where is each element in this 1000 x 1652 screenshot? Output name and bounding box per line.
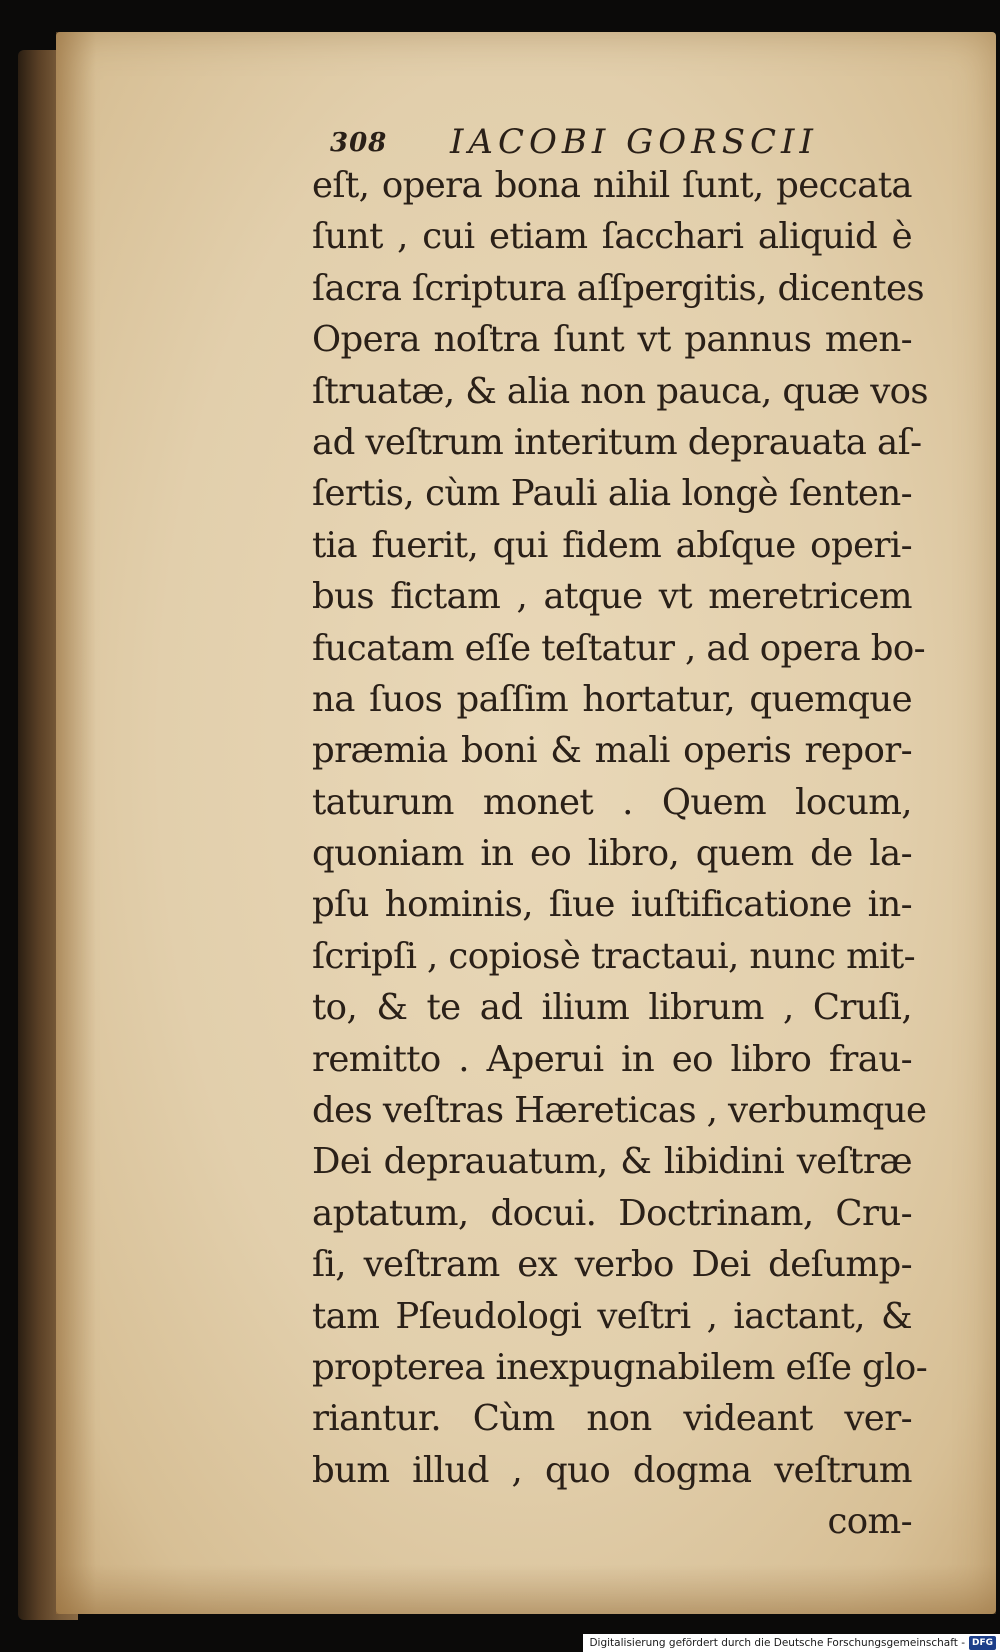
running-head: IACOBI GORSCII xyxy=(450,122,818,162)
text-line: Opera noſtra ſunt vt pannus men- xyxy=(312,319,912,361)
catchword: com- xyxy=(827,1501,912,1543)
text-line: riantur. Cùm non videant ver- xyxy=(312,1398,912,1440)
credit-text: Digitalisierung gefördert durch die Deutsche Forschungsgemeinschaft - xyxy=(589,1637,965,1649)
text-line: ſtruatæ, & alia non pauca, quæ vos xyxy=(312,370,929,412)
text-line: propterea inexpugnabilem eſſe glo- xyxy=(312,1346,928,1388)
text-line: fucatam eſſe teſtatur , ad opera bo- xyxy=(312,627,925,669)
text-line: ſcripſi , copiosè tractaui, nunc mit- xyxy=(312,935,915,977)
text-line: ad veſtrum interitum deprauata aſ- xyxy=(312,421,922,463)
text-line: ſacra ſcriptura aſſpergitis, dicentes xyxy=(312,267,924,309)
text-line: aptatum, docui. Doctrinam, Cru- xyxy=(312,1192,912,1234)
text-line: ſi, veſtram ex verbo Dei deſump- xyxy=(312,1244,912,1286)
text-line: taturum monet . Quem locum, xyxy=(312,781,912,823)
text-line: na ſuos paſſim hortatur, quemque xyxy=(312,678,912,720)
text-line: bus fictam , atque vt meretricem xyxy=(312,576,912,618)
text-line: quoniam in eo libro, quem de la- xyxy=(312,833,912,875)
digitization-credit xyxy=(583,1634,1000,1652)
dfg-logo-icon: DFG xyxy=(969,1636,996,1650)
text-line: tam Pſeudologi veſtri , iactant, & xyxy=(312,1295,912,1337)
text-line: pſu hominis, ſiue iuſtificatione in- xyxy=(312,884,912,926)
text-line: ſertis, cùm Pauli alia longè ſenten- xyxy=(312,473,912,515)
body-text xyxy=(312,160,929,1548)
text-line: eſt, opera bona nihil ſunt, peccata xyxy=(312,165,912,206)
text-line: Dei deprauatum, & libidini veſtræ xyxy=(312,1141,912,1183)
page-header xyxy=(330,122,890,162)
text-line: des veſtras Hæreticas , verbumque xyxy=(312,1090,927,1132)
text-line: ſunt , cui etiam ſacchari aliquid è xyxy=(312,216,912,258)
text-line: bum illud , quo dogma veſtrum xyxy=(312,1449,912,1491)
text-line: to, & te ad ilium librum , Cruſi, xyxy=(312,987,912,1029)
page-number: 308 xyxy=(330,128,388,158)
text-line: tia fuerit, qui fidem abſque operi- xyxy=(312,524,912,566)
text-line: præmia boni & mali operis repor- xyxy=(312,730,912,772)
text-line: remitto . Aperui in eo libro frau- xyxy=(312,1038,912,1080)
